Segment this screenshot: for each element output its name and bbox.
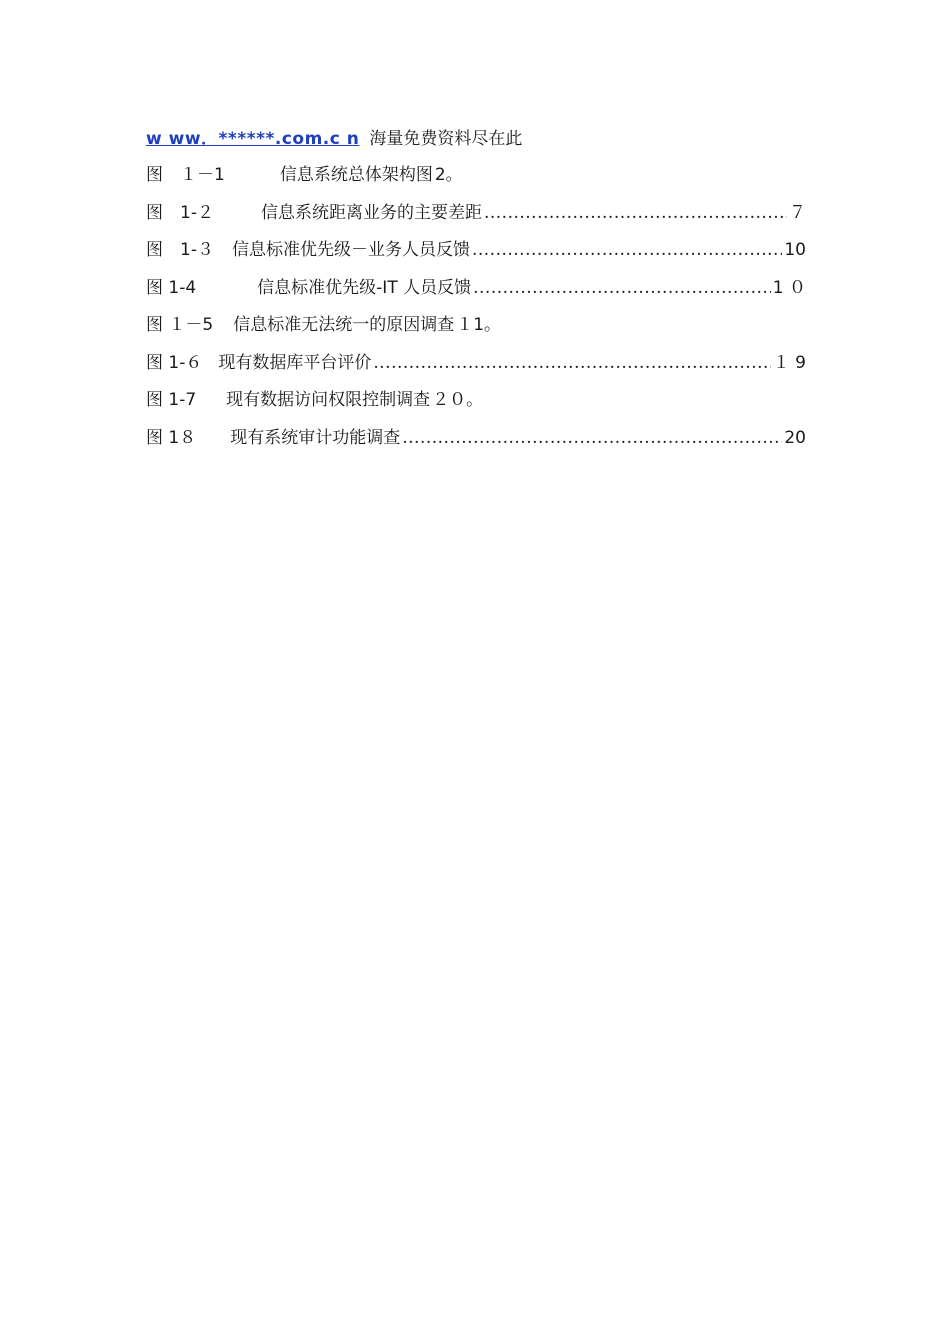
figure-title: 信息标准优先级-IT 人员反馈 — [257, 277, 472, 298]
dot-leader — [373, 353, 770, 373]
figure-label: 图 1８ — [146, 427, 197, 448]
page-number: １ 9 — [772, 352, 806, 373]
figure-entry[interactable] — [146, 385, 806, 423]
dot-leader — [472, 240, 782, 260]
figure-title: 现有数据访问权限控制调查 — [226, 390, 431, 410]
figure-entry[interactable] — [146, 348, 806, 386]
figure-title: 现有系统审计功能调查 — [230, 427, 401, 448]
figure-label: 图 １－5 — [146, 315, 214, 335]
figure-entry[interactable] — [146, 310, 806, 348]
figure-label: 图 1-7 — [146, 390, 197, 410]
figure-title: 信息标准优先级－业务人员反馈 — [231, 240, 470, 260]
figure-title: 信息标准无法统一的原因调查 — [233, 315, 455, 335]
figure-title: 信息系统距离业务的主要差距 — [260, 202, 482, 223]
header-line — [146, 124, 522, 149]
figure-label: 图 １－1 — [146, 165, 242, 185]
figure-label: 图 1-２ — [146, 202, 231, 223]
figure-entry[interactable] — [146, 235, 806, 273]
site-link[interactable]: w ww．******.com.c n — [146, 129, 360, 149]
page-number: 20 — [784, 427, 806, 448]
figure-entry[interactable] — [146, 160, 806, 198]
dot-leader — [473, 278, 771, 298]
figure-label: 图 1-３ — [146, 240, 214, 260]
figure-entry[interactable] — [146, 423, 806, 461]
page-number: 2。 — [434, 165, 463, 185]
slogan-text: 海量免费资料尽在此 — [369, 129, 523, 149]
page-number: ７ — [789, 202, 806, 223]
page-number: 10 — [784, 240, 806, 260]
figure-list — [146, 160, 806, 460]
figure-label: 图 1-６ — [146, 352, 203, 373]
figure-title: 信息系统总体架构图 — [279, 165, 433, 185]
page-number: １1。 — [456, 315, 502, 335]
dot-leader — [484, 203, 787, 223]
dot-leader — [402, 428, 782, 448]
figure-title: 现有数据库平台评价 — [218, 352, 372, 373]
page-number: 1 ０ — [772, 277, 806, 298]
figure-label: 图 1-4 — [146, 277, 214, 298]
page-number: ２０。 — [432, 390, 484, 410]
figure-entry[interactable] — [146, 273, 806, 311]
figure-entry[interactable] — [146, 198, 806, 236]
